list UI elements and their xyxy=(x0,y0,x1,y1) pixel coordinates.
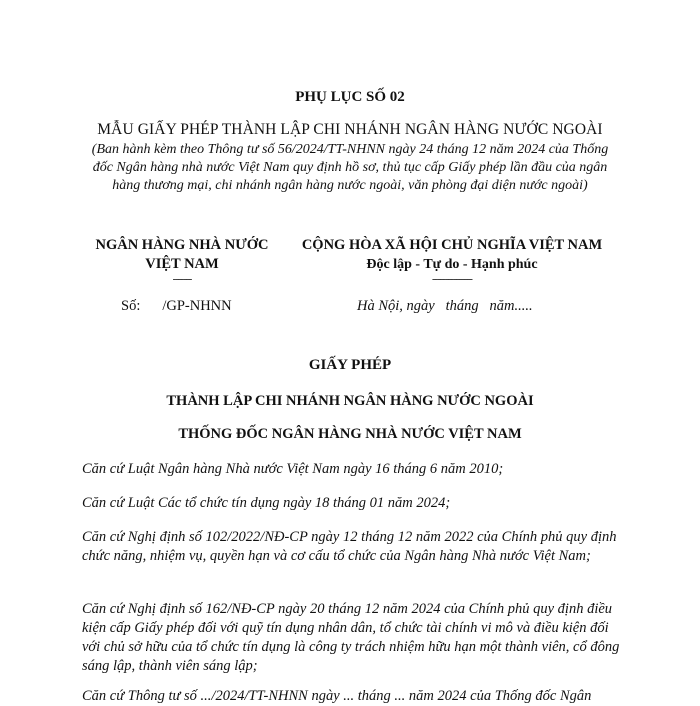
document-subtitle: THÀNH LẬP CHI NHÁNH NGÂN HÀNG NƯỚC NGOÀI xyxy=(166,393,534,409)
form-title: MẪU GIẤY PHÉP THÀNH LẬP CHI NHÁNH NGÂN HÀNG NƯỚC NGOÀI xyxy=(97,121,603,138)
issuer-name-line1: NGÂN HÀNG NHÀ NƯỚC xyxy=(95,237,269,253)
document-number-label: Số: xyxy=(121,298,141,314)
document-issuer: THỐNG ĐỐC NGÂN HÀNG NHÀ NƯỚC VIỆT NAM xyxy=(178,426,522,442)
legal-basis-4: Căn cứ Nghị định số 162/NĐ-CP ngày 20 tháng 12 năm 2024 của Chính phủ quy định điều kiện cấp Giấy phép đối với quỹ tín dụng nhân dân, tổ chức tài chính vi mô và điều kiện đối với chủ sở hữu của tổ chức tín dụng là công ty trách nhiệm hữu hạn một thành viên, cổ đông sáng lập, thành viên sáng lập; xyxy=(82,601,620,674)
legal-basis-2: Căn cứ Luật Các tổ chức tín dụng ngày 18 tháng 01 năm 2024; xyxy=(82,495,451,511)
legal-basis-1: Căn cứ Luật Ngân hàng Nhà nước Việt Nam ngày 16 tháng 6 năm 2010; xyxy=(82,461,504,477)
legal-basis-5: Căn cứ Thông tư số .../2024/TT-NHNN ngày ... tháng ... năm 2024 của Thống đốc Ngân xyxy=(82,688,592,704)
motto-rule: --------------- xyxy=(432,273,472,285)
nation-name: CỘNG HÒA XÃ HỘI CHỦ NGHĨA VIỆT NAM xyxy=(301,237,603,253)
appendix-title: PHỤ LỤC SỐ 02 xyxy=(295,89,405,105)
issuer-name-line2: VIỆT NAM xyxy=(145,256,219,272)
legal-basis-3: Căn cứ Nghị định số 102/2022/NĐ-CP ngày 12 tháng 12 năm 2022 của Chính phủ quy định chức năng, nhiệm vụ, quyền hạn và cơ cấu tổ chức của Ngân hàng Nhà nước Việt Nam; xyxy=(82,529,617,564)
document-number-suffix: /GP-NHNN xyxy=(162,298,232,314)
national-header xyxy=(282,236,622,285)
document-title: GIẤY PHÉP xyxy=(308,357,392,373)
document-number xyxy=(121,298,232,315)
place-date: Hà Nội, ngày tháng năm..... xyxy=(357,298,533,314)
issued-note: (Ban hành kèm theo Thông tư số 56/2024/TT-NHNN ngày 24 tháng 12 năm 2024 của Thống đốc Ngân hàng nhà nước Việt Nam quy định hồ sơ, thủ tục cấp Giấy phép lần đầu của ngân hàng thương mại, chi nhánh ngân hàng nước ngoài, văn phòng đại diện nước ngoài) xyxy=(91,142,609,193)
national-motto: Độc lập - Tự do - Hạnh phúc xyxy=(366,257,538,272)
issuer-header xyxy=(82,236,282,285)
issuer-rule: ------- xyxy=(172,273,192,285)
